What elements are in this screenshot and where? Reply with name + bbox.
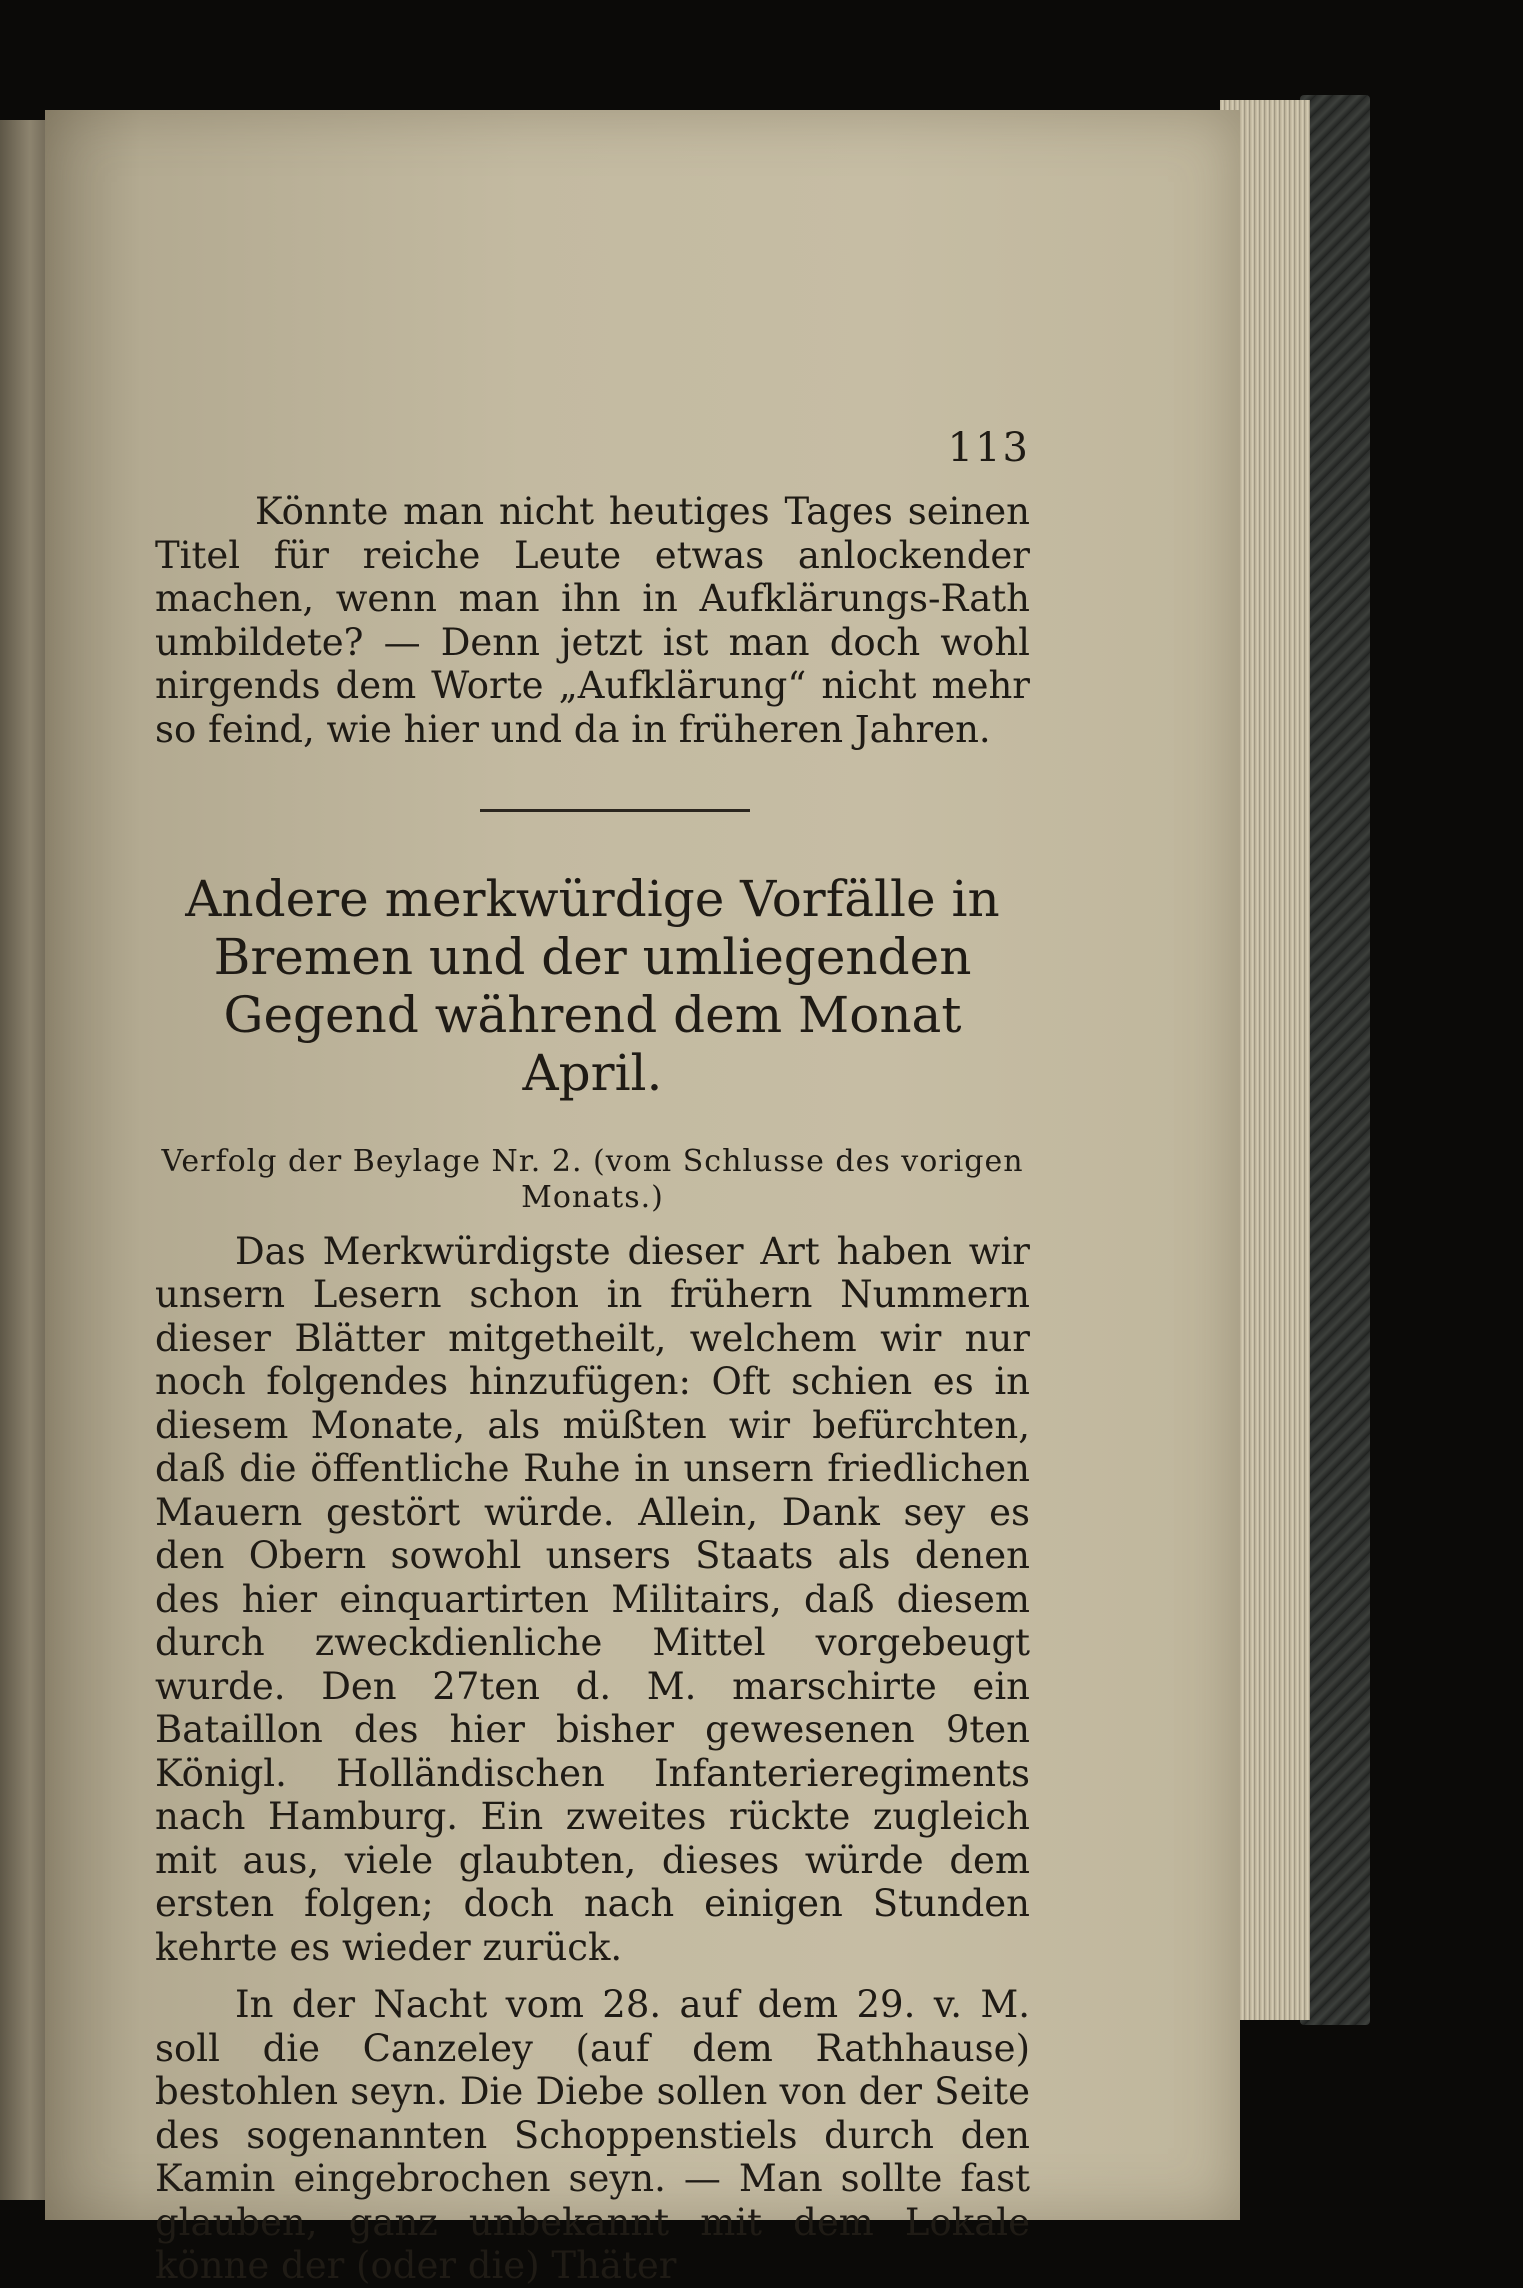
intro-paragraph: Könnte man nicht heutiges Tages seinen Titel für reiche Leute etwas anlockender machen, wenn man ihn in Aufklärungs-Rath umbildete? — Denn jetzt ist man doch wohl nirgends dem Worte „Aufklärung“ nicht mehr so feind, wie hier und da in früheren Jahren. bbox=[155, 490, 1030, 751]
section-divider bbox=[480, 809, 750, 812]
book-cover bbox=[1300, 95, 1370, 2025]
book-page bbox=[45, 110, 1240, 2287]
body-paragraph-1: Das Merkwürdigste dieser Art haben wir unsern Lesern schon in frühern Nummern dieser Blätter mitgetheilt, welchem wir nur noch folgendes hinzufügen: Oft schien es in diesem Monate, als müßten wir befürchten, daß die öffentliche Ruhe in unsern friedlichen Mauern gestört würde. Allein, Dank sey es den Obern sowohl unsers Staats als denen des hier einquartirten Militairs, daß diesem durch zweckdienliche Mittel vorgebeugt wurde. Den 27ten d. M. marschirte ein Bataillon des hier bisher gewesenen 9ten Königl. Holländischen Infanterieregiments nach Hamburg. Ein zweites rückte zugleich mit aus, viele glaubten, dieses würde dem ersten folgen; doch nach einigen Stunden kehrte es wieder zurück. bbox=[155, 1229, 1030, 1969]
body-paragraph-2: In der Nacht vom 28. auf dem 29. v. M. soll die Canzeley (auf dem Rathhause) bestohlen seyn. Die Diebe sollen von der Seite des sogenannten Schoppenstiels durch den Kamin eingebrochen seyn. — Man sollte fast glauben, ganz unbekannt mit dem Lokale könne der (oder die) Thäter bbox=[155, 1983, 1030, 2287]
section-subnote: Verfolg der Beylage Nr. 2. (vom Schlusse des vorigen Monats.) bbox=[161, 1143, 1024, 1215]
page-number: 113 bbox=[947, 425, 1030, 471]
previous-page-edge bbox=[0, 120, 50, 2200]
section-heading: Andere merkwürdige Vorfälle in Bremen und der umliegenden Gegend während dem Monat April. bbox=[185, 870, 1000, 1102]
page-text bbox=[155, 425, 1030, 2288]
